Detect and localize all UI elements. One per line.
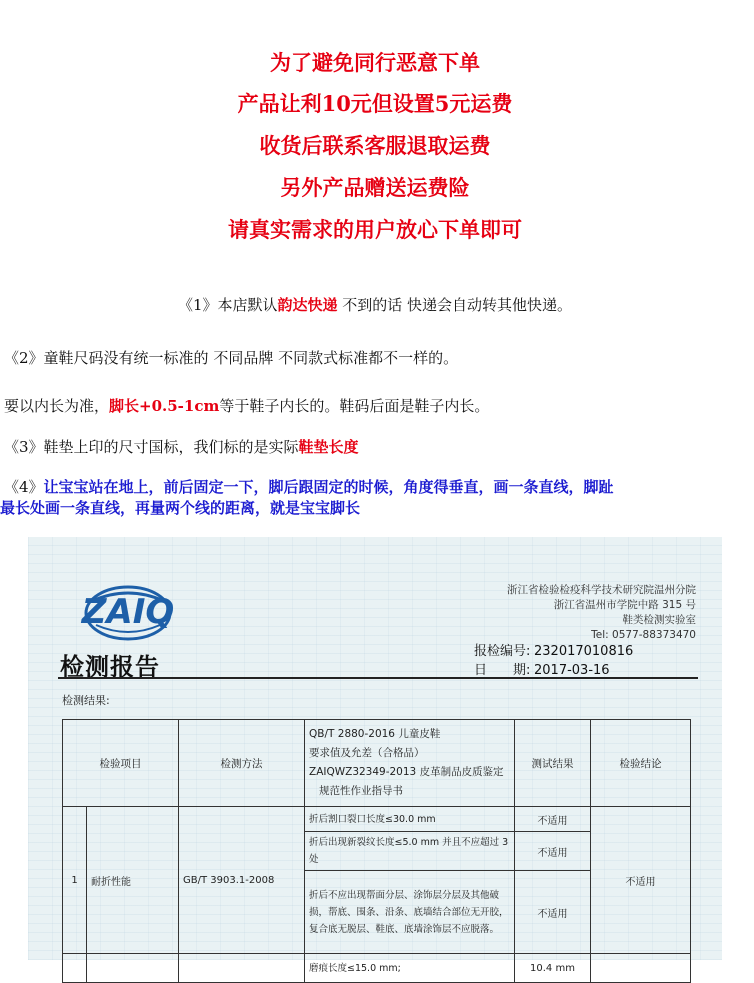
row2-result: 10.4 mm [515, 954, 591, 983]
headline-5: 请真实需求的用户放心下单即可 [228, 217, 522, 242]
table-header-row [63, 720, 691, 807]
note-5-line-1 [4, 476, 754, 498]
row-method: GB/T 3903.1-2008 [179, 807, 305, 954]
header-standard-4: 规范性作业指导书 [319, 785, 403, 797]
header-standard-1: QB/T 2880-2016 儿童皮鞋 [309, 728, 441, 740]
header-method: 检测方法 [179, 720, 305, 807]
row2-item [87, 954, 179, 983]
logo-text: ZAIQ [81, 592, 175, 632]
test-report-certificate [28, 537, 722, 974]
header-standard-3: ZAIQWZ32349-2013 皮革制品皮质鉴定 [309, 766, 504, 778]
row-req-3: 折后不应出现帮面分层、涂饰层分层及其他破损，帮底、围条、沿条、底墙结合部位无开胶，复合底无脱层、鞋底、底墙涂饰层不应脱落。 [305, 871, 515, 954]
note-5-pre: 《4》 [4, 478, 44, 496]
note-1-pre: 《1》本店默认 [177, 296, 278, 314]
note-1-highlight: 韵达快递 [277, 296, 338, 314]
report-title: 检测报告 [60, 653, 160, 681]
row-req-1: 折后割口裂口长度≤30.0 mm [305, 807, 515, 832]
note-3-pre: 要以内长为准， [4, 397, 110, 415]
note-3 [4, 395, 754, 417]
headline-1: 为了避免同行恶意下单 [270, 50, 480, 75]
note-4-pre: 《3》鞋垫上印的尺寸国标，我们标的是实际 [4, 438, 299, 456]
note-4 [4, 436, 754, 458]
row-result-1: 不适用 [515, 807, 591, 832]
note-3-post: 等于鞋子内长的。鞋码后面是鞋子内长。 [219, 397, 490, 415]
institute-name: 浙江省检验检疫科学技术研究院温州分院 [507, 584, 696, 596]
report-no: 232017010816 [534, 644, 634, 659]
report-no-label: 报检编号: [474, 644, 531, 659]
note-5-blue-1: 让宝宝站在地上，前后固定一下，脚后跟固定的时候，角度得垂直，画一条直线，脚趾 [43, 478, 614, 496]
row2-method [179, 954, 305, 983]
note-2: 《2》童鞋尺码没有统一标准的 不同品牌 不同款式标准都不一样的。 [4, 349, 459, 367]
header-standard-2: 要求值及允差（合格品） [309, 747, 425, 759]
results-label: 检测结果: [62, 694, 110, 707]
row-no: 1 [63, 807, 87, 954]
note-3-highlight: 脚长+0.5-1cm [109, 397, 220, 415]
title-rule [58, 677, 698, 679]
note-4-highlight: 鞋垫长度 [298, 438, 359, 456]
zaiq-logo [58, 577, 198, 642]
headline-4: 另外产品赠送运费险 [280, 175, 470, 200]
date-label: 日 期: [474, 663, 531, 678]
row-result-3: 不适用 [515, 871, 591, 954]
institute-lab: 鞋类检测实验室 [622, 614, 696, 626]
note-1-post: 不到的话 快递会自动转其他快递。 [337, 296, 573, 314]
report-meta [474, 642, 633, 680]
row-req-2: 折后出现新裂纹长度≤5.0 mm 并且不应超过 3 处 [305, 832, 515, 871]
headline-3: 收货后联系客服退取运费 [259, 133, 491, 158]
row2-req: 磨痕长度≤15.0 mm; [305, 954, 515, 983]
header-result: 测试结果 [515, 720, 591, 807]
row-result-2: 不适用 [515, 832, 591, 871]
row2-conclusion [591, 954, 691, 983]
row-conclusion: 不适用 [591, 807, 691, 954]
results-table [62, 719, 691, 983]
header-standard [305, 720, 515, 807]
row-item: 耐折性能 [87, 807, 179, 954]
institute-info [507, 583, 696, 643]
institute-tel: Tel: 0577-88373470 [591, 629, 696, 641]
institute-address: 浙江省温州市学院中路 315 号 [553, 599, 696, 611]
row2-no [63, 954, 87, 983]
table-row [63, 807, 691, 832]
report-date: 2017-03-16 [534, 663, 610, 678]
note-5-line-2: 最长处画一条直线，再量两个线的距离，就是宝宝脚长 [0, 499, 361, 517]
headline-2: 产品让利10元但设置5元运费 [237, 91, 513, 116]
note-1 [0, 294, 750, 316]
header-conclusion: 检验结论 [591, 720, 691, 807]
header-item: 检验项目 [63, 720, 179, 807]
table-row [63, 954, 691, 983]
